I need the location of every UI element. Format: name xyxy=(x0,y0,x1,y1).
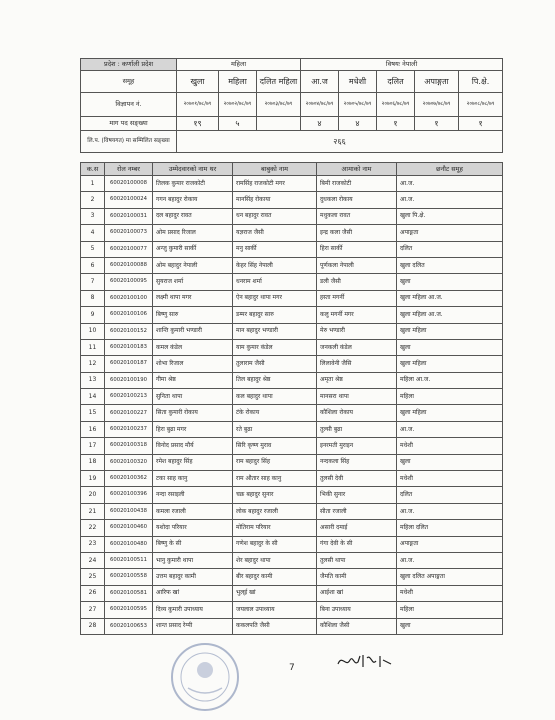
mother-name-cell: कौशिला जैसी xyxy=(317,618,397,634)
mother-name-cell: मानसरा थापा xyxy=(317,389,397,405)
roll-number-cell: 60020100362 xyxy=(105,471,153,487)
selection-group-cell: खुला xyxy=(397,618,503,634)
candidate-name-cell: सुनिता थापा xyxy=(153,389,233,405)
seats-row-label: माग पद सङ्ख्या xyxy=(81,117,177,131)
candidate-name-cell: हिरा बुढा मगर xyxy=(153,421,233,437)
candidate-name-cell: बिष्णु सारु xyxy=(153,307,233,323)
father-name-cell: धनराम शर्मा xyxy=(233,274,317,290)
table-row xyxy=(81,176,503,192)
roll-number-cell: 60020100227 xyxy=(105,405,153,421)
notice-row-label: विज्ञापन नं. xyxy=(81,93,177,117)
mother-name-cell: तुलसी देवी xyxy=(317,471,397,487)
roll-number-cell: 60020100024 xyxy=(105,192,153,208)
candidate-name-cell: आरिफ खां xyxy=(153,585,233,601)
table-row xyxy=(81,290,503,306)
category-cell: आ.ज xyxy=(301,71,339,93)
table-row xyxy=(81,225,503,241)
father-name-cell: डम्मर बहादुर सारु xyxy=(233,307,317,323)
table-row xyxy=(81,257,503,273)
selection-group-cell: खुला महिला आ.ज. xyxy=(397,290,503,306)
roll-number-cell: 60020100511 xyxy=(105,552,153,568)
seat-count: १ xyxy=(415,117,459,131)
serial-cell: 6 xyxy=(81,257,105,273)
candidate-name-cell: कमला रजाली xyxy=(153,503,233,519)
selection-group-cell: अपाङ्गता xyxy=(397,225,503,241)
candidate-name-cell: भानु कुमारी थापा xyxy=(153,552,233,568)
father-name-cell: गणेश बहादुर के सी xyxy=(233,536,317,552)
selection-group-cell: दलित xyxy=(397,241,503,257)
table-row xyxy=(81,372,503,388)
seat-count: १ xyxy=(459,117,503,131)
father-name-cell: धन बहादुर रावत xyxy=(233,208,317,224)
selection-group-cell: महिला xyxy=(397,602,503,618)
roll-number-cell: 60020100095 xyxy=(105,274,153,290)
father-name-cell: शेर बहादुर थापा xyxy=(233,552,317,568)
father-name-cell: मानसिंह रोकाया xyxy=(233,192,317,208)
mother-name-cell: असारी दमाई xyxy=(317,520,397,536)
mother-name-cell: अमृता श्रेष्ठ xyxy=(317,372,397,388)
table-row xyxy=(81,536,503,552)
category-cell: खुला xyxy=(177,71,219,93)
candidate-name-cell: सिता कुमारी रोकाय xyxy=(153,405,233,421)
mother-name-cell: हिरा सार्की xyxy=(317,241,397,257)
signature-mark xyxy=(336,652,396,670)
candidate-name-cell: दल बहादुर रावत xyxy=(153,208,233,224)
table-row xyxy=(81,487,503,503)
serial-cell: 2 xyxy=(81,192,105,208)
selection-group-cell: महिला xyxy=(397,389,503,405)
serial-cell: 1 xyxy=(81,176,105,192)
roll-number-cell: 60020100581 xyxy=(105,585,153,601)
roll-number-cell: 60020100213 xyxy=(105,389,153,405)
father-name-cell: याम कुमार कंडेल xyxy=(233,339,317,355)
table-row xyxy=(81,208,503,224)
selection-group-cell: आ.ज. xyxy=(397,192,503,208)
serial-cell: 10 xyxy=(81,323,105,339)
candidate-name-cell: उत्तम बहादुर कामी xyxy=(153,569,233,585)
mother-name-cell: तुलसी थापा xyxy=(317,552,397,568)
notice-number: २०७०३/७८/७९ xyxy=(257,93,301,117)
column-header: छनौट समूह xyxy=(397,163,503,176)
serial-cell: 26 xyxy=(81,585,105,601)
mother-name-cell: तुल्सी बुढा xyxy=(317,421,397,437)
mother-name-cell: जैमति कामी xyxy=(317,569,397,585)
father-name-cell: रामसिंह राजकोटी मगर xyxy=(233,176,317,192)
mother-name-cell: भिकी सुनार xyxy=(317,487,397,503)
father-name-cell: तुलाराम जैसी xyxy=(233,356,317,372)
father-name-cell: ऐन बहादुर थापा मगर xyxy=(233,290,317,306)
candidate-name-cell: गीमा श्रेष्ठ xyxy=(153,372,233,388)
father-name-cell: जयलाल उपाध्याय xyxy=(233,602,317,618)
roll-number-cell: 60020100237 xyxy=(105,421,153,437)
roll-number-cell: 60020100031 xyxy=(105,208,153,224)
selection-group-cell: खुला महिला xyxy=(397,356,503,372)
subject-label: विषयः नेपाली xyxy=(301,59,503,71)
notice-number: २०७०२/७८/७९ xyxy=(219,93,257,117)
notice-number: २०७०७/७८/७९ xyxy=(415,93,459,117)
father-name-cell: बीर बहादुर कामी xyxy=(233,569,317,585)
serial-cell: 19 xyxy=(81,471,105,487)
father-name-cell: केहर सिंह नेपाली xyxy=(233,257,317,273)
serial-cell: 5 xyxy=(81,241,105,257)
table-row xyxy=(81,503,503,519)
mother-name-cell: हस्ता मगर्नी xyxy=(317,290,397,306)
serial-cell: 11 xyxy=(81,339,105,355)
seat-count: ४ xyxy=(301,117,339,131)
mother-name-cell: कलु मगर्नी मगर xyxy=(317,307,397,323)
father-name-cell: चक्र बहादुर सुनार xyxy=(233,487,317,503)
category-cell: मधेशी xyxy=(339,71,377,93)
roll-number-cell: 60020100320 xyxy=(105,454,153,470)
selection-group-cell: खुला महिला आ.ज. xyxy=(397,307,503,323)
serial-cell: 25 xyxy=(81,569,105,585)
summary-table xyxy=(80,58,503,153)
selection-group-cell: आ.ज. xyxy=(397,176,503,192)
selection-group-cell: आ.ज. xyxy=(397,552,503,568)
roll-number-cell: 60020100008 xyxy=(105,176,153,192)
roll-number-cell: 60020100480 xyxy=(105,536,153,552)
roll-number-cell: 60020100558 xyxy=(105,569,153,585)
table-row xyxy=(81,618,503,634)
mother-name-cell: आईशा खां xyxy=(317,585,397,601)
table-row xyxy=(81,356,503,372)
roll-number-cell: 60020100152 xyxy=(105,323,153,339)
candidate-name-cell: कमल कंडेल xyxy=(153,339,233,355)
table-header-row xyxy=(81,163,503,176)
selection-group-cell: खुला महिला xyxy=(397,405,503,421)
candidate-name-cell: गगन बहादुर रोकाय xyxy=(153,192,233,208)
table-row xyxy=(81,454,503,470)
table-row xyxy=(81,339,503,355)
mother-name-cell: कौशिला रोकाय xyxy=(317,405,397,421)
mother-name-cell: मधुकला रावत xyxy=(317,208,397,224)
selection-group-cell: खुला पि.क्षे. xyxy=(397,208,503,224)
serial-cell: 23 xyxy=(81,536,105,552)
roll-number-cell: 60020100190 xyxy=(105,372,153,388)
table-row xyxy=(81,241,503,257)
mother-name-cell: दुधकला रोकाय xyxy=(317,192,397,208)
table-row xyxy=(81,307,503,323)
father-name-cell: भुल्ई खां xyxy=(233,585,317,601)
serial-cell: 24 xyxy=(81,552,105,568)
father-name-cell: तिल बहादुर श्रेष्ठ xyxy=(233,372,317,388)
province-label: प्रदेश : कर्णाली प्रदेश xyxy=(81,59,177,71)
table-row xyxy=(81,552,503,568)
mother-name-cell: इनरमती मुराइन xyxy=(317,438,397,454)
table-row xyxy=(81,421,503,437)
father-name-cell: राम बहादुर सिंह xyxy=(233,454,317,470)
serial-cell: 21 xyxy=(81,503,105,519)
serial-cell: 7 xyxy=(81,274,105,290)
seat-count: ५ xyxy=(219,117,257,131)
serial-cell: 9 xyxy=(81,307,105,323)
seat-count: १९ xyxy=(177,117,219,131)
selection-group-cell: खुला दलित अपाङ्गता xyxy=(397,569,503,585)
serial-cell: 16 xyxy=(81,421,105,437)
mother-name-cell: सीता रजाली xyxy=(317,503,397,519)
seat-count: १ xyxy=(377,117,415,131)
mother-name-cell: इन्द्र कला जैसी xyxy=(317,225,397,241)
candidate-name-cell: रमेश बहादुर सिंह xyxy=(153,454,233,470)
table-row xyxy=(81,438,503,454)
serial-cell: 22 xyxy=(81,520,105,536)
roll-number-cell: 60020100318 xyxy=(105,438,153,454)
serial-cell: 3 xyxy=(81,208,105,224)
serial-cell: 28 xyxy=(81,618,105,634)
serial-cell: 13 xyxy=(81,372,105,388)
serial-cell: 12 xyxy=(81,356,105,372)
candidate-name-cell: टका साह कानु xyxy=(153,471,233,487)
father-name-cell: ककलपति जैसी xyxy=(233,618,317,634)
table-row xyxy=(81,323,503,339)
column-header: आमाको नाम xyxy=(317,163,397,176)
roll-number-cell: 60020100653 xyxy=(105,618,153,634)
mother-name-cell: डली जैसी xyxy=(317,274,397,290)
roll-number-cell: 60020100100 xyxy=(105,290,153,306)
notice-number: २०७०१/७८/७९ xyxy=(177,93,219,117)
category-cell: महिला xyxy=(219,71,257,93)
column-header: रोल नम्बर xyxy=(105,163,153,176)
seat-count: ४ xyxy=(339,117,377,131)
roll-number-cell: 60020100438 xyxy=(105,503,153,519)
selection-group-cell: मधेशी xyxy=(397,471,503,487)
notice-number: २०७०४/७८/७९ xyxy=(301,93,339,117)
mother-name-cell: बिना उपाध्याय xyxy=(317,602,397,618)
selection-group-cell: खुला दलित xyxy=(397,257,503,273)
candidate-name-cell: दिव्य कुमारी उपाध्याय xyxy=(153,602,233,618)
mother-name-cell: जनकली कंडेल xyxy=(317,339,397,355)
candidate-name-cell: ओम बहादुर नेपाली xyxy=(153,257,233,273)
mother-name-cell: मेरु भण्डारी xyxy=(317,323,397,339)
total-count: २६६ xyxy=(177,131,503,153)
roll-number-cell: 60020100088 xyxy=(105,257,153,273)
father-name-cell: यज्ञराज जैसी xyxy=(233,225,317,241)
roll-number-cell: 60020100073 xyxy=(105,225,153,241)
candidate-name-cell: ओम प्रसाद रिजाल xyxy=(153,225,233,241)
selection-group-cell: खुला xyxy=(397,274,503,290)
selection-group-cell: अपाङ्गता xyxy=(397,536,503,552)
candidate-name-cell: तिलक कुमार राजकोटी xyxy=(153,176,233,192)
selection-group-cell: मधेशी xyxy=(397,585,503,601)
mother-name-cell: नन्दकला सिंह xyxy=(317,454,397,470)
roll-number-cell: 60020100183 xyxy=(105,339,153,355)
father-name-cell: मोतिराम परियार xyxy=(233,520,317,536)
father-name-cell: मान बहादुर भण्डारी xyxy=(233,323,317,339)
selection-group-cell: महिला दलित xyxy=(397,520,503,536)
table-row xyxy=(81,520,503,536)
category-cell: पि.क्षे. xyxy=(459,71,503,93)
serial-cell: 18 xyxy=(81,454,105,470)
candidate-name-cell: नन्दा रसाइली xyxy=(153,487,233,503)
total-row-label: लि.प. (विषयगत) मा सम्मिलित सङ्ख्या xyxy=(81,131,177,153)
candidate-name-cell: शान्त प्रसाद रेग्मी xyxy=(153,618,233,634)
table-row xyxy=(81,192,503,208)
table-row xyxy=(81,602,503,618)
notice-number: २०७०८/७८/७९ xyxy=(459,93,503,117)
roll-number-cell: 60020100595 xyxy=(105,602,153,618)
roll-number-cell: 60020100396 xyxy=(105,487,153,503)
table-row xyxy=(81,389,503,405)
mother-name-cell: पूर्णकला नेपाली xyxy=(317,257,397,273)
group-label: महिला xyxy=(177,59,301,71)
selection-group-cell: मधेशी xyxy=(397,438,503,454)
category-cell: दलित xyxy=(377,71,415,93)
father-name-cell: सिरि कृष्ण मुराव xyxy=(233,438,317,454)
serial-cell: 8 xyxy=(81,290,105,306)
column-header: उम्मेदवारको नाम थर xyxy=(153,163,233,176)
page-number: 7 xyxy=(289,663,295,673)
father-name-cell: टंके रोकाय xyxy=(233,405,317,421)
father-name-cell: मनु सार्की xyxy=(233,241,317,257)
official-seal-stamp xyxy=(168,640,242,714)
table-row xyxy=(81,274,503,290)
mother-name-cell: लिलावेनी जैसि xyxy=(317,356,397,372)
father-name-cell: कल बहादुर थापा xyxy=(233,389,317,405)
candidate-name-cell: सुयराज शर्मा xyxy=(153,274,233,290)
notice-number: २०७०६/७८/७९ xyxy=(377,93,415,117)
candidate-name-cell: शान्ति कुमारी भण्डारी xyxy=(153,323,233,339)
category-cell: दलित महिला xyxy=(257,71,301,93)
candidate-name-cell: बिष्णु के सी xyxy=(153,536,233,552)
father-name-cell: लोक बहादुर रजाली xyxy=(233,503,317,519)
roll-number-cell: 60020100460 xyxy=(105,520,153,536)
serial-cell: 17 xyxy=(81,438,105,454)
table-row xyxy=(81,471,503,487)
candidate-name-cell: लक्ष्मी थापा मगर xyxy=(153,290,233,306)
seat-count xyxy=(257,117,301,131)
selection-group-cell: खुला xyxy=(397,339,503,355)
serial-cell: 20 xyxy=(81,487,105,503)
candidate-name-cell: विनोद प्रसाद मौर्य xyxy=(153,438,233,454)
serial-cell: 27 xyxy=(81,602,105,618)
roll-number-cell: 60020100077 xyxy=(105,241,153,257)
selection-group-cell: आ.ज. xyxy=(397,421,503,437)
father-name-cell: राम औतार साह कानु xyxy=(233,471,317,487)
mother-name-cell: बिमी राजकोटी xyxy=(317,176,397,192)
serial-cell: 14 xyxy=(81,389,105,405)
selection-group-cell: महिला आ.ज. xyxy=(397,372,503,388)
roll-number-cell: 60020100106 xyxy=(105,307,153,323)
table-row xyxy=(81,585,503,601)
table-row xyxy=(81,569,503,585)
mother-name-cell: गंगा देवी के सी xyxy=(317,536,397,552)
candidate-name-cell: अन्जु कुमारी सार्की xyxy=(153,241,233,257)
category-cell: अपाङ्गता xyxy=(415,71,459,93)
notice-number: २०७०५/७८/७९ xyxy=(339,93,377,117)
serial-cell: 15 xyxy=(81,405,105,421)
column-header: क.स xyxy=(81,163,105,176)
father-name-cell: रते बुढा xyxy=(233,421,317,437)
selection-group-cell: दलित xyxy=(397,487,503,503)
candidate-name-cell: शोभा रिजाल xyxy=(153,356,233,372)
category-row-label: समूह xyxy=(81,71,177,93)
table-row xyxy=(81,405,503,421)
roll-number-cell: 60020100187 xyxy=(105,356,153,372)
serial-cell: 4 xyxy=(81,225,105,241)
selection-group-cell: खुला महिला xyxy=(397,323,503,339)
selection-group-cell: आ.ज. xyxy=(397,503,503,519)
document-body xyxy=(80,58,502,635)
selection-group-cell: खुला xyxy=(397,454,503,470)
column-header: बाबुको नाम xyxy=(233,163,317,176)
candidate-name-cell: यशोदा परियार xyxy=(153,520,233,536)
candidate-table xyxy=(80,162,503,635)
